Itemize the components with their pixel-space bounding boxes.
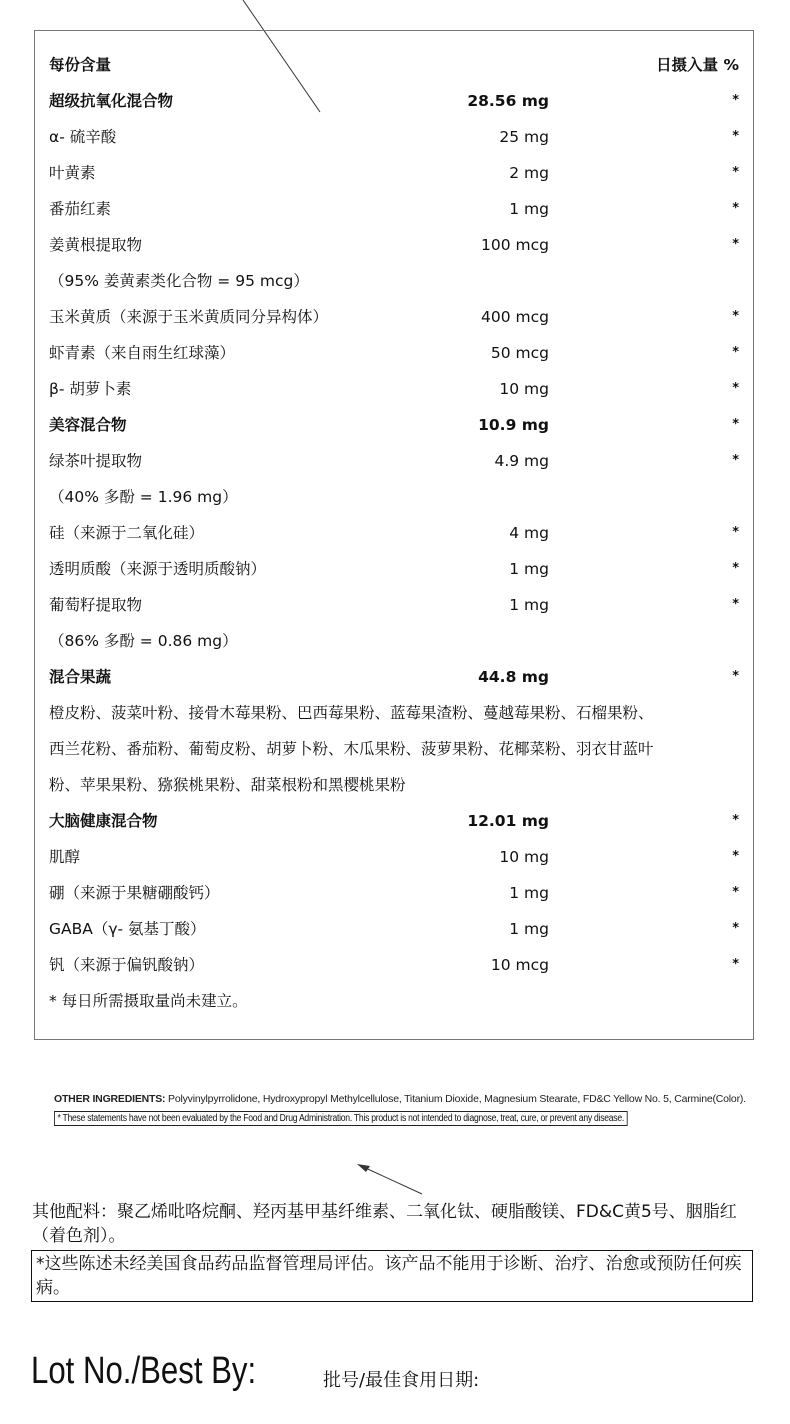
ingredient-row — [49, 263, 739, 299]
english-other-ingredients — [54, 1092, 754, 1106]
lot-best-by-label-cn: 批号/最佳食用日期: — [323, 1370, 480, 1391]
ingredient-amount: 1 mg — [509, 920, 549, 938]
blend-heading-row — [49, 83, 739, 119]
ingredient-row — [49, 947, 739, 983]
ingredient-name: α- 硫辛酸 — [49, 128, 117, 146]
daily-value-mark: * — [732, 93, 739, 108]
daily-value-mark: * — [732, 453, 739, 468]
ingredient-name: 虾青素（来自雨生红球藻） — [49, 344, 236, 362]
daily-value-mark: * — [732, 921, 739, 936]
daily-value-mark: * — [732, 561, 739, 576]
ingredient-amount: 1 mg — [509, 560, 549, 578]
ingredient-amount: 1 mg — [509, 200, 549, 218]
english-fda-disclaimer: * These statements have not been evaluated by the Food and Drug Administration. This product is not intended to diagnose, treat, cure, or prevent any disease. — [54, 1111, 627, 1126]
footnote — [49, 983, 739, 1019]
english-ingredients-label: OTHER INGREDIENTS: — [54, 1093, 166, 1105]
ingredient-amount: 400 mcg — [481, 308, 549, 326]
ingredient-amount: 10.9 mg — [478, 416, 549, 434]
ingredient-amount: 100 mcg — [481, 236, 549, 254]
daily-value-mark: * — [732, 309, 739, 324]
lot-best-by-label: Lot No./Best By: — [31, 1350, 257, 1392]
ingredient-name: （40% 多酚 = 1.96 mg） — [49, 488, 238, 506]
blend-heading-row — [49, 659, 739, 695]
blend-ingredients-line: 粉、苹果果粉、猕猴桃果粉、甜菜根粉和黑樱桃果粉 — [49, 776, 406, 794]
ingredient-amount: 10 mg — [499, 380, 549, 398]
ingredient-row — [49, 551, 739, 587]
ingredient-name: 透明质酸（来源于透明质酸钠） — [49, 560, 267, 578]
daily-value-mark: * — [732, 165, 739, 180]
ingredient-amount: 10 mg — [499, 848, 549, 866]
ingredient-name: GABA（γ- 氨基丁酸） — [49, 920, 206, 938]
ingredient-amount: 12.01 mg — [467, 812, 549, 830]
daily-value-mark: * — [732, 129, 739, 144]
ingredient-row — [49, 479, 739, 515]
english-ingredients-text: Polyvinylpyrrolidone, Hydroxypropyl Methylcellulose, Titanium Dioxide, Magnesium Stearate, FD&C Yellow No. 5, Carmine(Color). — [165, 1093, 746, 1105]
ingredient-amount: 1 mg — [509, 596, 549, 614]
daily-value-header: 日摄入量 % — [656, 56, 739, 74]
ingredient-amount: 28.56 mg — [467, 92, 549, 110]
daily-value-mark: * — [732, 381, 739, 396]
daily-value-mark: * — [732, 957, 739, 972]
daily-value-mark: * — [732, 669, 739, 684]
ingredient-amount: 2 mg — [509, 164, 549, 182]
chinese-other-ingredients: 其他配料：聚乙烯吡咯烷酮、羟丙基甲基纤维素、二氧化钛、硬脂酸镁、FD&C黄5号、胭脂红（着色剂）。 — [32, 1202, 737, 1246]
ingredient-name: 葡萄籽提取物 — [49, 596, 143, 614]
ingredient-row — [49, 299, 739, 335]
ingredient-amount: 4.9 mg — [494, 452, 549, 470]
ingredient-row — [49, 371, 739, 407]
ingredient-name: 硅（来源于二氧化硅） — [49, 524, 205, 542]
ingredient-name: 姜黄根提取物 — [49, 236, 143, 254]
blend-heading-row — [49, 407, 739, 443]
daily-value-mark: * — [732, 885, 739, 900]
blend-ingredients-line: 橙皮粉、菠菜叶粉、接骨木莓果粉、巴西莓果粉、蓝莓果渣粉、蔓越莓果粉、石榴果粉、 — [49, 704, 654, 722]
english-label — [54, 1092, 754, 1126]
ingredient-row — [49, 227, 739, 263]
daily-value-mark: * — [732, 201, 739, 216]
ingredient-row — [49, 335, 739, 371]
ingredient-row — [49, 155, 739, 191]
ingredient-name: β- 胡萝卜素 — [49, 380, 132, 398]
ingredient-name: 大脑健康混合物 — [49, 812, 158, 830]
ingredient-row — [49, 119, 739, 155]
ingredient-row — [49, 443, 739, 479]
blend-ingredients-line: 西兰花粉、番茄粉、葡萄皮粉、胡萝卜粉、木瓜果粉、菠萝果粉、花椰菜粉、羽衣甘蓝叶 — [49, 740, 654, 758]
ingredient-row — [49, 623, 739, 659]
footnote-text: * 每日所需摄取量尚未建立。 — [49, 992, 248, 1010]
daily-value-mark: * — [732, 813, 739, 828]
blend-heading-row — [49, 803, 739, 839]
ingredient-name: 肌醇 — [49, 848, 81, 866]
ingredient-name: 番茄红素 — [49, 200, 112, 218]
ingredient-name: 玉米黄质（来源于玉米黄质同分异构体） — [49, 308, 329, 326]
ingredient-amount: 50 mcg — [490, 344, 549, 362]
ingredient-name: 硼（来源于果糖硼酸钙） — [49, 884, 220, 902]
ingredient-row — [49, 839, 739, 875]
ingredient-amount: 1 mg — [509, 884, 549, 902]
daily-value-mark: * — [732, 417, 739, 432]
ingredient-amount: 4 mg — [509, 524, 549, 542]
ingredient-name: 混合果蔬 — [49, 668, 112, 686]
ingredient-name: （86% 多酚 = 0.86 mg） — [49, 632, 238, 650]
ingredient-name: 超级抗氧化混合物 — [49, 92, 174, 110]
ingredient-row — [49, 875, 739, 911]
serving-header: 每份含量 — [49, 56, 112, 74]
ingredient-row — [49, 587, 739, 623]
supplement-facts-panel — [34, 30, 754, 1040]
ingredient-amount: 25 mg — [499, 128, 549, 146]
ingredient-row — [49, 911, 739, 947]
ingredient-name: 绿茶叶提取物 — [49, 452, 143, 470]
ingredient-row — [49, 191, 739, 227]
daily-value-mark: * — [732, 849, 739, 864]
ingredient-name: 叶黄素 — [49, 164, 96, 182]
chinese-fda-disclaimer: *这些陈述未经美国食品药品监督管理局评估。该产品不能用于诊断、治疗、治愈或预防任何疾病。 — [31, 1250, 753, 1302]
daily-value-mark: * — [732, 345, 739, 360]
facts-header — [49, 47, 739, 83]
ingredient-name: （95% 姜黄素类化合物 = 95 mcg） — [49, 272, 309, 290]
daily-value-mark: * — [732, 525, 739, 540]
ingredient-amount: 10 mcg — [490, 956, 549, 974]
ingredient-amount: 44.8 mg — [478, 668, 549, 686]
daily-value-mark: * — [732, 597, 739, 612]
ingredient-row — [49, 515, 739, 551]
ingredient-name: 钒（来源于偏钒酸钠） — [49, 956, 205, 974]
daily-value-mark: * — [732, 237, 739, 252]
ingredient-name: 美容混合物 — [49, 416, 127, 434]
